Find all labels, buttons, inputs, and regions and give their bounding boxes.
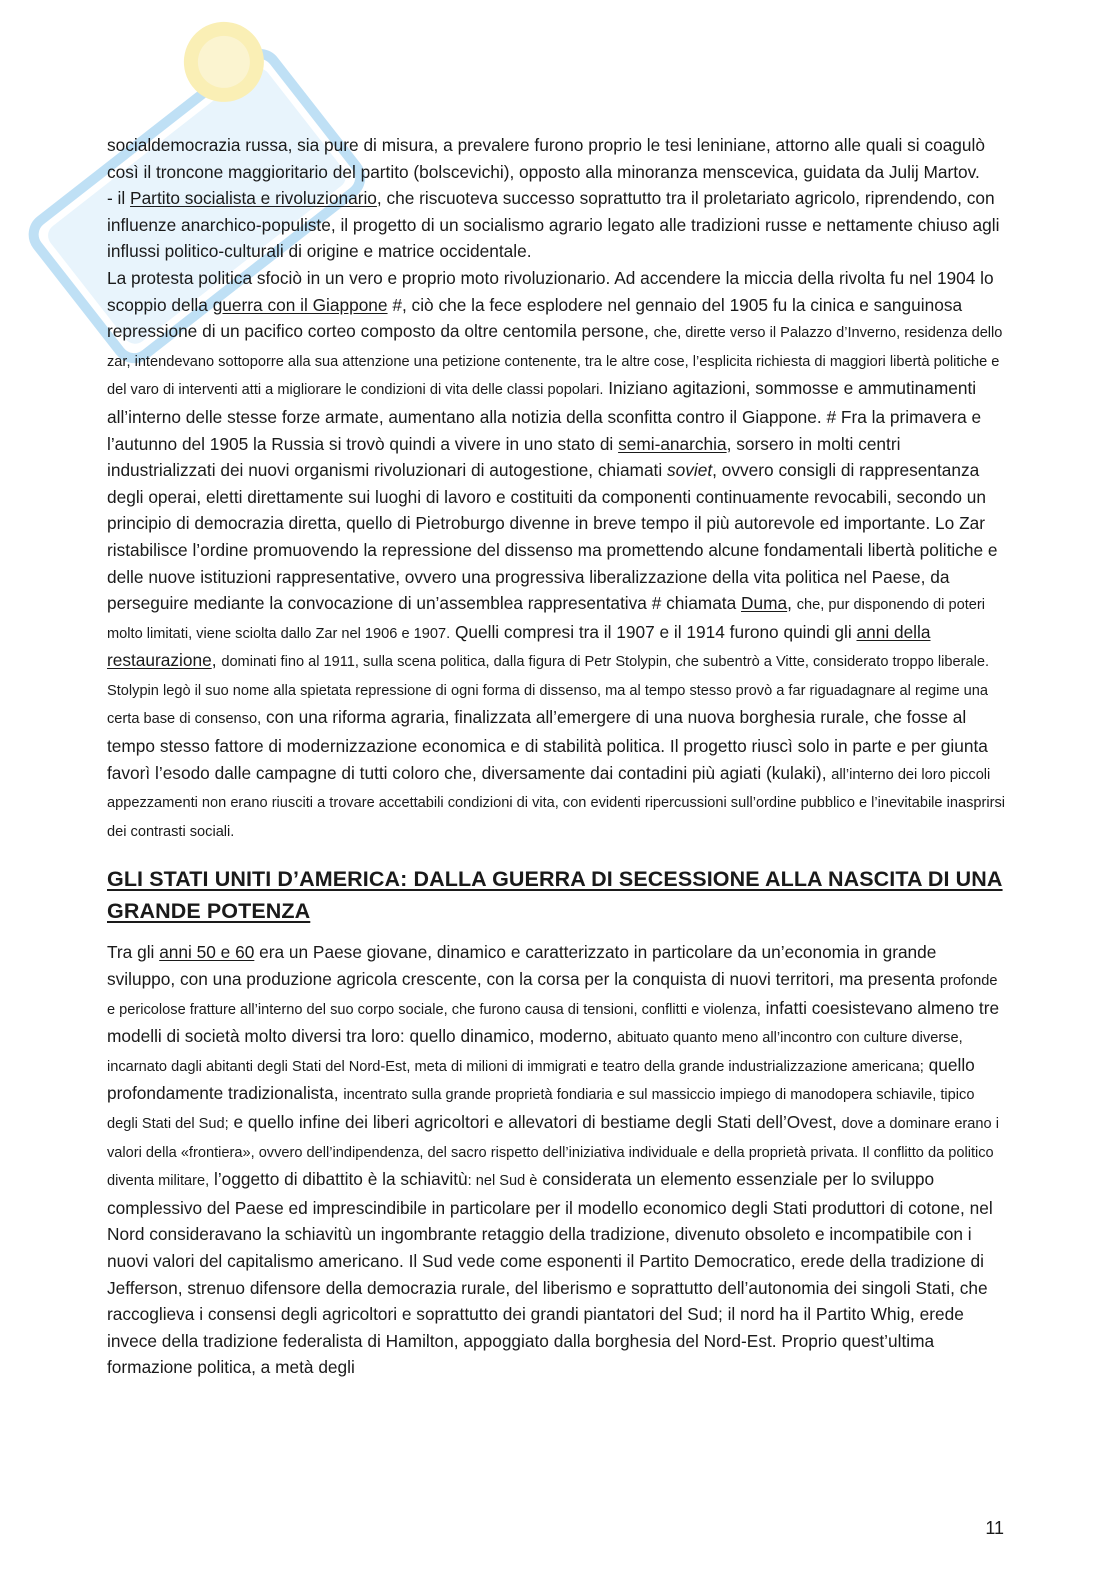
underlined-term: semi-anarchia bbox=[618, 433, 727, 454]
underlined-term: anni della restaurazione bbox=[107, 621, 931, 671]
text-segment: , che riscuoteva successo soprattutto tra il proletariato agricolo, riprendendo, con influenze anarchico-populiste, il progetto di un socialismo agrario legato alle tradizioni russe e nettamente chiuso agli influssi politico-culturali di origine e matrice occidentale. bbox=[107, 188, 1000, 262]
section-paragraphs bbox=[107, 939, 1005, 1381]
text-segment: profonde e pericolose fratture all’interno del suo corpo sociale, che furono causa di tensioni, conflitti e violenza, bbox=[107, 973, 998, 1018]
text-segment: abituato quanto meno all’incontro con culture diverse, incarnato dagli abitanti degli Stati del Nord-Est, meta di milioni di immigrati e teatro della grande industrializzazione americana; bbox=[107, 1030, 963, 1075]
paragraph bbox=[107, 939, 1005, 1381]
page-number: 11 bbox=[985, 1518, 1004, 1538]
text-segment: , bbox=[787, 593, 797, 614]
underlined-term: Duma bbox=[741, 593, 788, 614]
text-segment: , sorsero in molti centri industrializzati dei nuovi organismi rivoluzionari di autogestione, chiamati bbox=[107, 433, 901, 481]
paragraph bbox=[107, 132, 1005, 185]
intro-paragraphs bbox=[107, 132, 1005, 845]
italic-term: soviet bbox=[667, 460, 713, 481]
text-segment: Quelli compresi tra il 1907 e il 1914 furono quindi gli bbox=[450, 621, 857, 642]
text-segment: #, ciò che la fece esplodere nel gennaio del 1905 fu la cinica e sanguinosa repressione di un pacifico corteo composto da oltre centomila persone, bbox=[107, 294, 963, 342]
text-segment: dove a dominare erano i valori della «frontiera», ovvero dell’indipendenza, del sacro rispetto dell’iniziativa individuale e della proprietà privata. Il conflitto da politico diventa militare, bbox=[107, 1116, 999, 1190]
text-segment: quello profondamente tradizionalista, bbox=[107, 1054, 975, 1104]
text-segment: La protesta politica sfociò in un vero e proprio moto rivoluzionario. Ad accendere la miccia della rivolta fu nel 1904 lo scoppio della bbox=[107, 267, 994, 315]
text-segment: che, pur disponendo di poteri molto limitati, viene sciolta dallo Zar nel 1906 e 1907. bbox=[107, 597, 985, 642]
text-segment: - il bbox=[107, 188, 131, 209]
underlined-term: anni 50 e 60 bbox=[159, 942, 255, 963]
text-segment: , ovvero consigli di rappresentanza degli operai, eletti direttamente sui luoghi di lavoro e costituiti da componenti continuamente revocabili, secondo un principio di democrazia diretta, quello di Pietroburgo divenne in breve tempo il più autorevole ed importante. Lo Zar ristabilisce l’ordine promuovendo la repressione del dissenso ma promettendo alcune fondamentali libertà politiche e delle nuove istituzioni rappresentative, ovvero una progressiva liberalizzazione della vita politica nel Paese, da perseguire mediante la convocazione di un’assemblea rappresentativa # chiamata bbox=[107, 460, 998, 614]
text-segment: l’oggetto di dibattito è la schiavitù bbox=[209, 1169, 468, 1190]
text-segment: considerata un elemento essenziale per lo sviluppo complessivo del Paese ed imprescindibile in particolare per il modello economico degli Stati produttori di cotone, nel Nord consideravano la schiavitù un ingombrante retaggio della tradizione, divenuto obsoleto e incompatibile con i nuovi valori del capitalismo americano. Il Sud vede come esponenti il Partito Democratico, erede della tradizione di Jefferson, strenuo difensore della democrazia rurale, del liberismo e soprattutto dell’autonomia dei singoli Stati, che raccoglieva i consensi degli agricoltori e soprattutto dei grandi piantatori del Sud; il nord ha il Partito Whig, erede invece della tradizione federalista di Hamilton, appoggiato dalla borghesia del Nord-Est. Proprio quest’ultima formazione politica, a metà degli bbox=[107, 1169, 993, 1378]
text-segment: socialdemocrazia russa, sia pure di misura, a prevalere furono proprio le tesi leniniane, attorno alle quali si coagulò così il troncone maggioritario del partito (bolscevichi), opposto alla minoranza menscevica, guidata da Julij Martov. bbox=[107, 135, 985, 182]
text-segment: incentrato sulla grande proprietà fondiaria e sul massiccio impiego di manodopera schiavile, tipico degli Stati del Sud; bbox=[107, 1087, 975, 1132]
text-segment: con una riforma agraria, finalizzata all’emergere di una nuova borghesia rurale, che fosse al tempo stesso fattore di modernizzazione economica e di stabilità politica. Il progetto riuscì solo in parte e per giunta favorì l’esodo dalle campagne di tutti coloro che, diversamente dai contadini più agiati (kulaki), bbox=[107, 707, 988, 783]
text-segment: che, dirette verso il Palazzo d’Inverno, residenza dello zar, intendevano sottoporre alla sua attenzione una petizione contenente, tra le altre cose, l’esplicita richiesta di maggiori libertà politiche e del varo di interventi atti a migliorare le condizioni di vita delle classi popolari. bbox=[107, 325, 1003, 399]
section-title: GLI STATI UNITI D’AMERICA: DALLA GUERRA DI SECESSIONE ALLA NASCITA DI UNA GRANDE POTENZA bbox=[107, 867, 1003, 924]
text-segment: , bbox=[211, 650, 222, 671]
paragraph bbox=[107, 265, 1005, 845]
text-segment: dominati fino al 1911, sulla scena politica, dalla figura di Petr Stolypin, che subentrò a Vitte, considerato troppo liberale. Stolypin legò il suo nome alla spietata repressione di ogni forma di dissenso, ma al tempo stesso provò a far riguadagnare al regime una certa base di consenso, bbox=[107, 654, 990, 728]
text-segment: e quello infine dei liberi agricoltori e allevatori di bestiame degli Stati dell’Ovest, bbox=[228, 1112, 842, 1132]
text-segment: : nel Sud è bbox=[467, 1173, 538, 1190]
text-segment: Iniziano agitazioni, sommosse e ammutinamenti all’interno delle stesse forze armate, aumentano alla notizia della sconfitta contro il Giappone. # Fra la primavera e l’autunno del 1905 la Russia si trovò quindi a vivere in uno stato di bbox=[107, 378, 982, 454]
page-body bbox=[107, 132, 1005, 1381]
text-segment: infatti coesistevano almeno tre modelli di società molto diversi tra loro: quello dinamico, moderno, bbox=[107, 997, 1000, 1047]
underlined-term: Partito socialista e rivoluzionario bbox=[130, 188, 377, 209]
text-segment: era un Paese giovane, dinamico e caratterizzato in particolare da un’economia in grande sviluppo, con una produzione agricola crescente, con la corsa per la conquista di nuovi territori, ma presenta bbox=[107, 942, 940, 990]
text-segment: Tra gli bbox=[107, 942, 160, 963]
underlined-term: guerra con il Giappone bbox=[212, 294, 388, 315]
text-segment: all’interno dei loro piccoli appezzamenti non erano riusciti a trovare accettabili condizioni di vita, con evidenti ripercussioni sull’ordine pubblico e l’inevitabile inasprirsi dei contrasti sociali. bbox=[107, 766, 1005, 840]
paragraph bbox=[107, 185, 1005, 265]
